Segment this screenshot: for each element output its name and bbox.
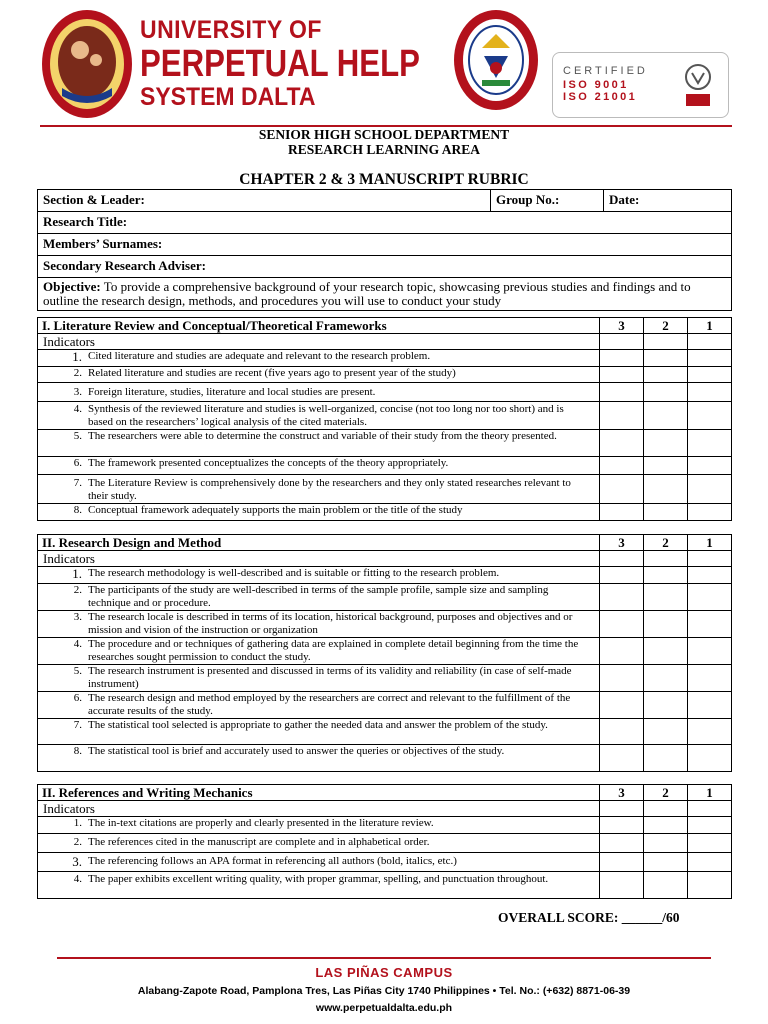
score-cell-3[interactable]: [600, 872, 644, 899]
score-cell-2[interactable]: [644, 853, 688, 872]
score-cell-3[interactable]: [600, 504, 644, 521]
item-text: The participants of the study are well-described in terms of the sample profile, sample size and sampling technique and or procedure.: [88, 584, 549, 609]
score-header-3: 3: [600, 535, 644, 551]
item-number: 1.: [73, 817, 82, 829]
group-no-field[interactable]: Group No.:: [491, 190, 604, 212]
score-cell-3[interactable]: [600, 834, 644, 853]
item-number: 2.: [73, 584, 82, 596]
score-header-2: 2: [644, 318, 688, 334]
item-number: 6.: [73, 457, 82, 469]
rubric-section-literature-review: [37, 317, 732, 521]
item-number: 1.: [72, 349, 82, 364]
university-name: [140, 18, 481, 110]
bureau-veritas-logo-icon: [683, 61, 713, 109]
item-number: 3.: [73, 611, 82, 623]
score-cell-3[interactable]: [600, 551, 644, 567]
item-text: The Literature Review is comprehensively done by the researchers and they only stated researches relevant to their study.: [88, 477, 571, 502]
certified-label: CERTIFIED: [563, 65, 648, 77]
item-number: 6.: [73, 692, 82, 704]
score-cell-1[interactable]: [688, 745, 732, 772]
item-text: The research locale is described in terms of its location, historical background, purposes and objectives and or mission and vision of the instruction or organization: [88, 611, 573, 636]
score-cell-1[interactable]: [688, 367, 732, 383]
score-cell-3[interactable]: [600, 334, 644, 350]
score-cell-2[interactable]: [644, 665, 688, 692]
score-cell-1[interactable]: [688, 719, 732, 745]
score-cell-1[interactable]: [688, 567, 732, 584]
rubric-item: [38, 692, 600, 719]
score-cell-3[interactable]: [600, 584, 644, 611]
score-header-2: 2: [644, 785, 688, 801]
item-text: The research methodology is well-described and is suitable or fitting to the research problem.: [88, 567, 500, 579]
item-number: 1.: [72, 566, 82, 581]
item-text: The procedure and or techniques of gathering data are explained in complete detail beginning from the time the researches sought permission to conduct the study.: [88, 638, 579, 663]
rubric-section-research-design: [37, 534, 732, 772]
score-cell-1[interactable]: [688, 551, 732, 567]
item-text: The research instrument is presented and discussed in terms of its validity and reliability (in case of self-made instrument): [88, 665, 572, 690]
university-seal-icon: [40, 8, 134, 120]
rubric-item: [38, 430, 600, 457]
rubric-item: [38, 367, 600, 383]
score-cell-2[interactable]: [644, 567, 688, 584]
rubric-item: [38, 611, 600, 638]
item-number: 4.: [73, 638, 82, 650]
score-cell-3[interactable]: [600, 350, 644, 367]
score-cell-3[interactable]: [600, 475, 644, 504]
campus-address: Alabang-Zapote Road, Pamplona Tres, Las Piñas City 1740 Philippines • Tel. No.: (+632) 8871-06-39: [137, 985, 631, 997]
score-cell-1[interactable]: [688, 430, 732, 457]
shs-department-seal-icon: [452, 8, 540, 112]
item-text: The referencing follows an APA format in referencing all authors (bold, italics, etc.): [88, 855, 457, 867]
score-cell-1[interactable]: [688, 504, 732, 521]
score-cell-2[interactable]: [644, 334, 688, 350]
score-cell-1[interactable]: [688, 872, 732, 899]
score-cell-3[interactable]: [600, 801, 644, 817]
date-field[interactable]: Date:: [604, 190, 732, 212]
score-cell-2[interactable]: [644, 801, 688, 817]
rubric-item: [38, 834, 600, 853]
score-cell-2[interactable]: [644, 475, 688, 504]
rubric-item: [38, 457, 600, 475]
item-text: The framework presented conceptualizes the concepts of the theory appropriately.: [88, 457, 449, 469]
score-cell-1[interactable]: [688, 611, 732, 638]
score-cell-2[interactable]: [644, 692, 688, 719]
item-number: 5.: [73, 665, 82, 677]
score-cell-2[interactable]: [644, 584, 688, 611]
rubric-section-references: [37, 784, 732, 899]
section-title: II. Research Design and Method: [38, 535, 600, 551]
rubric-item: [38, 383, 600, 402]
indicators-label: Indicators: [38, 551, 600, 567]
item-number: 2.: [73, 836, 82, 848]
score-cell-2[interactable]: [644, 504, 688, 521]
group-info-table: [37, 189, 732, 311]
university-name-line1: UNIVERSITY OF: [140, 16, 322, 44]
item-text: Related literature and studies are recent (five years ago to present year of the study): [88, 367, 456, 379]
score-cell-3[interactable]: [600, 611, 644, 638]
learning-area-name: RESEARCH LEARNING AREA: [287, 142, 481, 157]
score-cell-3[interactable]: [600, 367, 644, 383]
item-text: The in-text citations are properly and clearly presented in the literature review.: [88, 817, 434, 829]
rubric-item: [38, 853, 600, 872]
score-cell-1[interactable]: [688, 457, 732, 475]
score-cell-3[interactable]: [600, 567, 644, 584]
score-cell-1[interactable]: [688, 584, 732, 611]
item-text: The references cited in the manuscript are complete and in alphabetical order.: [88, 836, 430, 848]
university-name-line3: SYSTEM DALTA: [140, 83, 316, 111]
score-cell-2[interactable]: [644, 719, 688, 745]
iso-certification-badge: [552, 52, 729, 118]
score-cell-1[interactable]: [688, 692, 732, 719]
rubric-item: [38, 665, 600, 692]
rubric-item: [38, 475, 600, 504]
score-header-1: 1: [688, 535, 732, 551]
score-header-3: 3: [600, 785, 644, 801]
section-title: II. References and Writing Mechanics: [38, 785, 600, 801]
rubric-item: [38, 638, 600, 665]
score-cell-3[interactable]: [600, 817, 644, 834]
campus-name: LAS PIÑAS CAMPUS: [315, 965, 453, 980]
item-text: The researchers were able to determine the construct and variable of their study from the theory presented.: [88, 430, 557, 442]
rubric-item: [38, 350, 600, 367]
score-cell-1[interactable]: [688, 402, 732, 430]
item-text: Cited literature and studies are adequate and relevant to the research problem.: [88, 350, 431, 362]
research-title-field[interactable]: Research Title:: [38, 212, 732, 234]
score-cell-2[interactable]: [644, 834, 688, 853]
objective-label: Objective:: [43, 279, 101, 294]
score-cell-1[interactable]: [688, 638, 732, 665]
item-text: The research design and method employed by the researchers are correct and relevant to the fulfillment of the accurate results of the study.: [88, 692, 571, 717]
rubric-item: [38, 402, 600, 430]
score-cell-2[interactable]: [644, 872, 688, 899]
item-number: 3.: [73, 386, 82, 398]
score-cell-2[interactable]: [644, 350, 688, 367]
letterhead: [0, 0, 768, 126]
score-cell-2[interactable]: [644, 817, 688, 834]
score-cell-1[interactable]: [688, 665, 732, 692]
section-title: I. Literature Review and Conceptual/Theoretical Frameworks: [38, 318, 600, 334]
item-number: 8.: [73, 504, 82, 516]
iso-9001-label: ISO 9001: [563, 79, 629, 91]
score-cell-2[interactable]: [644, 367, 688, 383]
score-cell-3[interactable]: [600, 719, 644, 745]
website-link[interactable]: www.perpetualdalta.edu.ph: [315, 1002, 453, 1014]
score-cell-3[interactable]: [600, 383, 644, 402]
objective: [38, 278, 732, 311]
page-title: CHAPTER 2 & 3 MANUSCRIPT RUBRIC: [239, 171, 529, 188]
rubric-item: [38, 584, 600, 611]
footer-divider: [57, 957, 711, 959]
members-surnames-field[interactable]: Members’ Surnames:: [38, 234, 732, 256]
score-cell-1[interactable]: [688, 383, 732, 402]
score-cell-3[interactable]: [600, 638, 644, 665]
rubric-item: [38, 817, 600, 834]
item-number: 5.: [73, 430, 82, 442]
score-cell-1[interactable]: [688, 801, 732, 817]
score-cell-1[interactable]: [688, 834, 732, 853]
item-text: The statistical tool selected is appropriate to gather the needed data and answer the problem of the study.: [88, 719, 548, 731]
item-text: Foreign literature, studies, literature and local studies are present.: [88, 386, 376, 398]
score-cell-1[interactable]: [688, 350, 732, 367]
score-cell-3[interactable]: [600, 665, 644, 692]
department-name: SENIOR HIGH SCHOOL DEPARTMENT: [258, 127, 510, 142]
score-cell-3[interactable]: [600, 457, 644, 475]
score-cell-2[interactable]: [644, 430, 688, 457]
score-cell-3[interactable]: [600, 430, 644, 457]
score-header-2: 2: [644, 535, 688, 551]
item-number: 3.: [72, 854, 82, 869]
rubric-item: [38, 745, 600, 772]
rubric-item: [38, 719, 600, 745]
indicators-label: Indicators: [38, 334, 600, 350]
secondary-adviser-field[interactable]: Secondary Research Adviser:: [38, 256, 732, 278]
overall-score-field[interactable]: OVERALL SCORE: ______/60: [498, 910, 680, 925]
score-cell-1[interactable]: [688, 817, 732, 834]
score-cell-1[interactable]: [688, 334, 732, 350]
item-text: The paper exhibits excellent writing quality, with proper grammar, spelling, and punctuation throughout.: [88, 873, 549, 885]
score-header-3: 3: [600, 318, 644, 334]
iso-21001-label: ISO 21001: [563, 91, 638, 103]
item-text: Conceptual framework adequately supports the main problem or the title of the study: [88, 504, 463, 516]
score-cell-3[interactable]: [600, 745, 644, 772]
item-number: 2.: [73, 367, 82, 379]
score-cell-2[interactable]: [644, 402, 688, 430]
score-cell-1[interactable]: [688, 475, 732, 504]
objective-text: To provide a comprehensive background of your research topic, showcasing previous studies and findings and to outline the research design, methods, and procedures you will use to conduct your study: [43, 279, 691, 308]
section-leader-field[interactable]: Section & Leader:: [38, 190, 491, 212]
item-number: 7.: [73, 477, 82, 489]
rubric-item: [38, 504, 600, 521]
score-cell-2[interactable]: [644, 611, 688, 638]
score-cell-2[interactable]: [644, 551, 688, 567]
item-number: 4.: [73, 403, 82, 415]
item-number: 7.: [73, 719, 82, 731]
score-cell-3[interactable]: [600, 692, 644, 719]
score-header-1: 1: [688, 785, 732, 801]
item-text: The statistical tool is brief and accurately used to answer the queries or objectives of the study.: [88, 745, 505, 757]
indicators-label: Indicators: [38, 801, 600, 817]
score-cell-2[interactable]: [644, 457, 688, 475]
item-number: 8.: [73, 745, 82, 757]
score-cell-3[interactable]: [600, 853, 644, 872]
score-cell-2[interactable]: [644, 745, 688, 772]
score-cell-1[interactable]: [688, 853, 732, 872]
item-text: Synthesis of the reviewed literature and studies is well-organized, concise (not too long nor too short) and is based on the researchers’ logical analysis of the cited materials.: [88, 403, 564, 428]
score-cell-2[interactable]: [644, 638, 688, 665]
rubric-item: [38, 872, 600, 899]
university-name-line2: PERPETUAL HELP: [140, 43, 420, 85]
score-cell-2[interactable]: [644, 383, 688, 402]
score-cell-3[interactable]: [600, 402, 644, 430]
item-number: 4.: [73, 873, 82, 885]
score-header-1: 1: [688, 318, 732, 334]
rubric-item: [38, 567, 600, 584]
